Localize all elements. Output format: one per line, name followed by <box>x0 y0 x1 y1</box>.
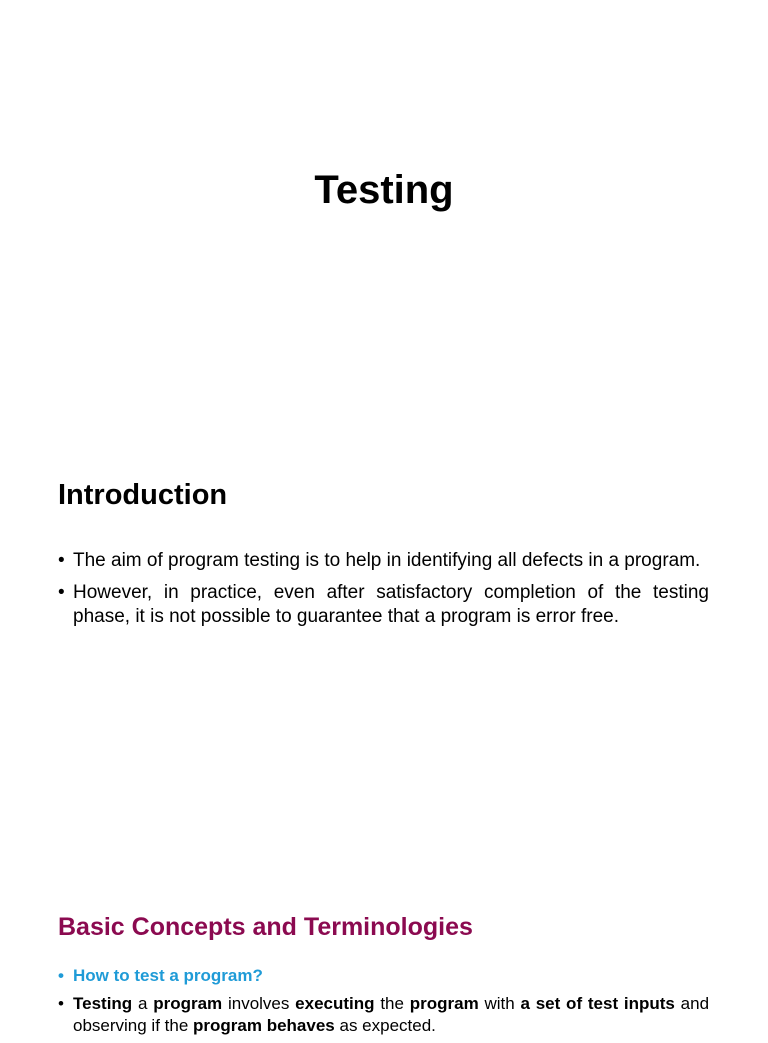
bullet-text: The aim of program testing is to help in identifying all defects in a program. <box>73 550 701 571</box>
term-executing: executing <box>295 994 375 1013</box>
term-program-behaves: program behaves <box>193 1016 335 1035</box>
introduction-bullet-list <box>58 549 709 637</box>
list-item <box>58 581 709 630</box>
introduction-heading: Introduction <box>58 479 228 511</box>
list-item <box>58 965 709 987</box>
word: as expected. <box>339 1016 436 1035</box>
word: involves <box>227 994 290 1013</box>
word: and observing if the <box>73 994 710 1035</box>
term-test-inputs: a set of test inputs <box>520 994 675 1013</box>
basic-concepts-heading: Basic Concepts and Terminologies <box>58 913 473 941</box>
word: a <box>137 994 148 1013</box>
question-text: How to test a program? <box>73 966 263 985</box>
word: the <box>380 994 404 1013</box>
list-item <box>58 993 709 1037</box>
concepts-bullet-list <box>58 965 709 1043</box>
term-program: program <box>153 994 223 1013</box>
bullet-text: However, in practice, even after satisfactory completion of the testing phase, it is not possible to guarantee that a program is error free. <box>73 581 709 627</box>
slide-title: Testing <box>314 168 454 212</box>
word: with <box>484 994 515 1013</box>
term-testing: Testing <box>73 994 133 1013</box>
list-item <box>58 549 709 574</box>
bullet-icon: • <box>58 581 65 603</box>
bullet-icon: • <box>58 994 64 1013</box>
bullet-icon: • <box>58 550 65 571</box>
term-program: program <box>409 994 479 1013</box>
bullet-icon: • <box>58 966 64 985</box>
